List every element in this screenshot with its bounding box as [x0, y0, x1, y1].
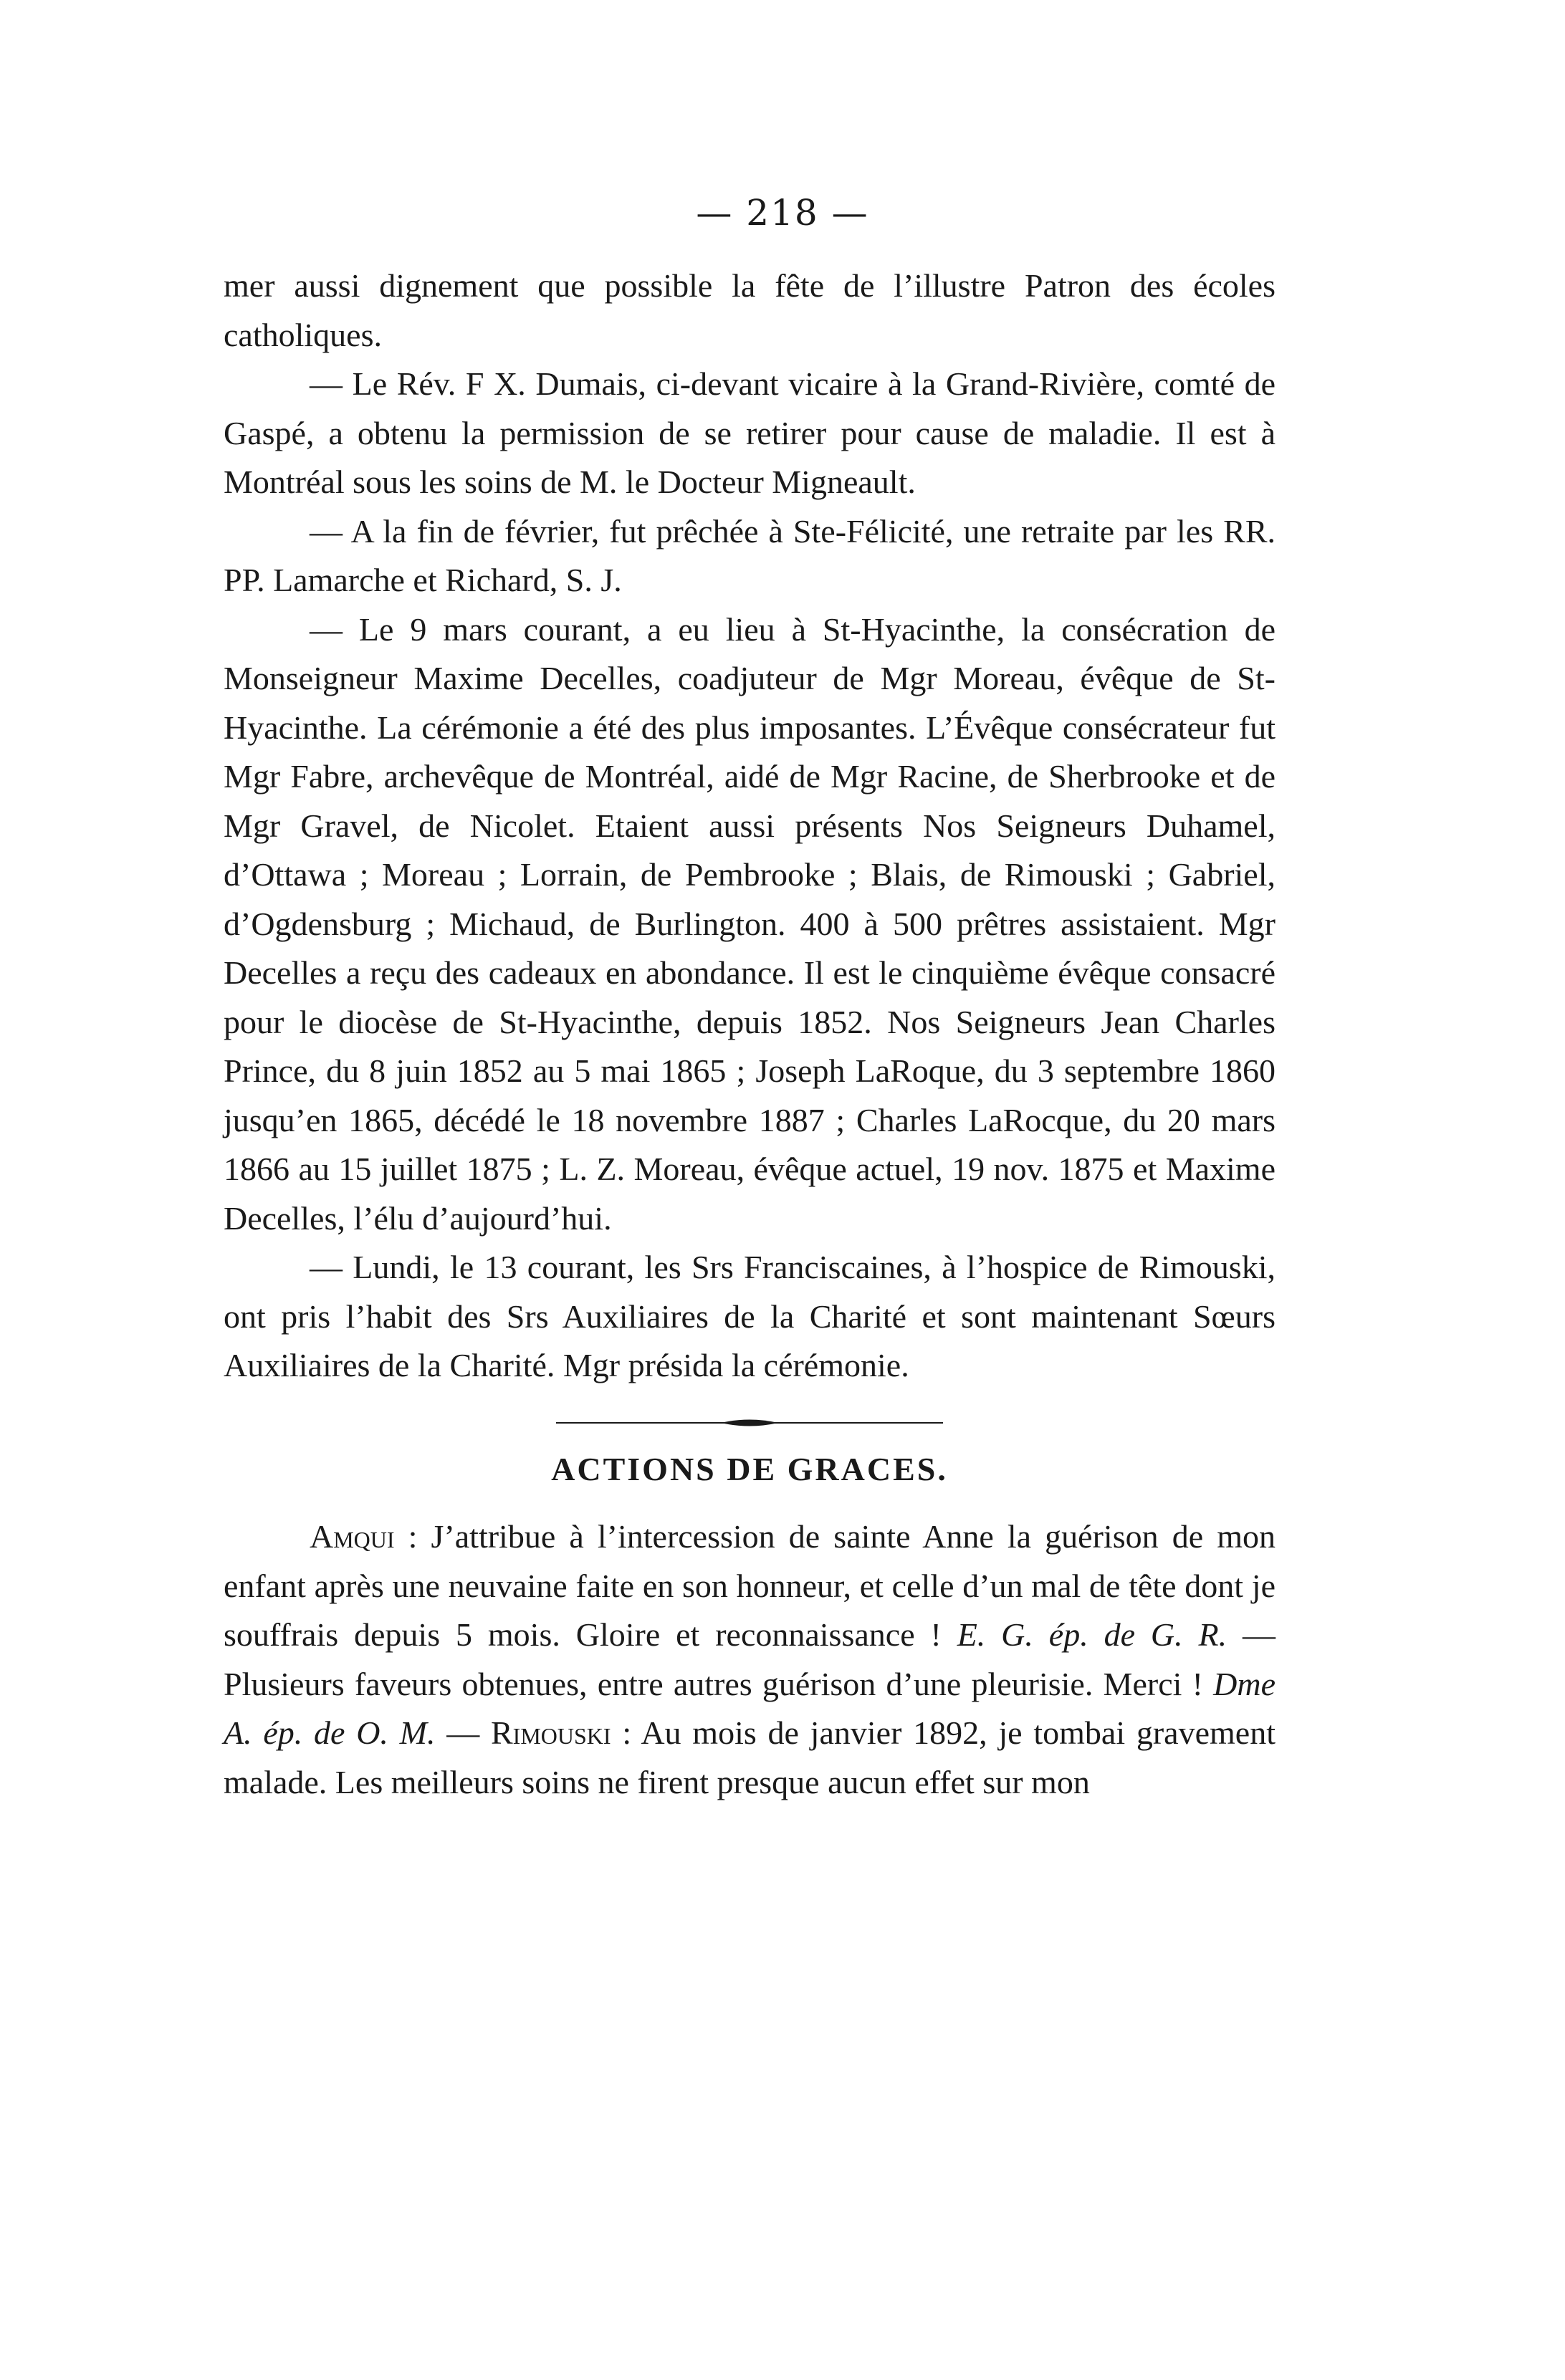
body-text	[224, 261, 1276, 1807]
paragraph: — A la fin de février, fut prêchée à Ste-Félicité, une retraite par les RR. PP. Lamarche et Richard, S. J.	[224, 512, 1276, 598]
paragraph: — Lundi, le 13 courant, les Srs Franciscaines, à l’hospice de Rimouski, ont pris l’habit des Srs Auxiliaires de la Charité et sont maintenant Sœurs Auxiliaires de la Charité. Mgr présida la cérémonie.	[224, 1249, 1276, 1383]
place-name: Rimouski	[491, 1714, 611, 1751]
paragraph: — Le Rév. F X. Dumais, ci-devant vicaire à la Grand-Rivière, comté de Gaspé, a obtenu la permission de se retirer pour cause de maladie. Il est à Montréal sous les soins de M. le Docteur Migneault.	[224, 365, 1276, 500]
testimony-text: — Plusieurs faveurs obtenues, entre autres guérison d’une pleurisie. Merci !	[224, 1616, 1276, 1702]
paragraph: — Le 9 mars courant, a eu lieu à St-Hyacinthe, la consécration de Monseigneur Maxime Decelles, coadjuteur de Mgr Moreau, évêque de St-Hyacinthe. La cérémonie a été des plus imposantes. L’Évêque consécrateur fut Mgr Fabre, archevêque de Montréal, aidé de Mgr Racine, de Sherbrooke et de Mgr Gravel, de Nicolet. Etaient aussi présents Nos Seigneurs Duhamel, d’Ottawa ; Moreau ; Lorrain, de Pembrooke ; Blais, de Rimouski ; Gabriel, d’Ogdensburg ; Michaud, de Burlington. 400 à 500 prêtres assistaient. Mgr Decelles a reçu des cadeaux en abondance. Il est le cinquième évêque consacré pour le diocèse de St-Hyacinthe, depuis 1852. Nos Seigneurs Jean Charles Prince, du 8 juin 1852 au 5 mai 1865 ; Joseph LaRoque, du 3 septembre 1860 jusqu’en 1865, décédé le 18 novembre 1887 ; Charles LaRocque, du 20 mars 1866 au 15 juillet 1875 ; L. Z. Moreau, évêque actuel, 19 nov. 1875 et Maxime Decelles, l’élu d’aujourd’hui.	[224, 610, 1276, 1237]
paragraph: mer aussi dignement que possible la fête de l’illustre Patron des écoles catholiques.	[224, 267, 1276, 353]
signature: E. G. ép. de G. R.	[957, 1616, 1227, 1653]
signature: Dme A. ép. de O. M.	[224, 1665, 1276, 1751]
separator: —	[435, 1714, 491, 1751]
graces-paragraph	[224, 1512, 1276, 1807]
testimony-text: : J’attribue à l’intercession de sainte Anne la guérison de mon enfant après une neuvaine faite en son honneur, et celle d’un mal de tête dont je souffrais depuis 5 mois. Gloire et reconnaissance !	[224, 1518, 1276, 1653]
place-name: Amqui	[310, 1518, 395, 1555]
section-heading: ACTIONS DE GRACES.	[551, 1450, 948, 1487]
page-number: — 218 —	[696, 192, 869, 234]
section-divider	[556, 1418, 943, 1428]
testimony-text: : Au mois de janvier 1892, je tombai gravement malade. Les meilleurs soins ne firent presque aucun effet sur mon	[224, 1714, 1276, 1800]
